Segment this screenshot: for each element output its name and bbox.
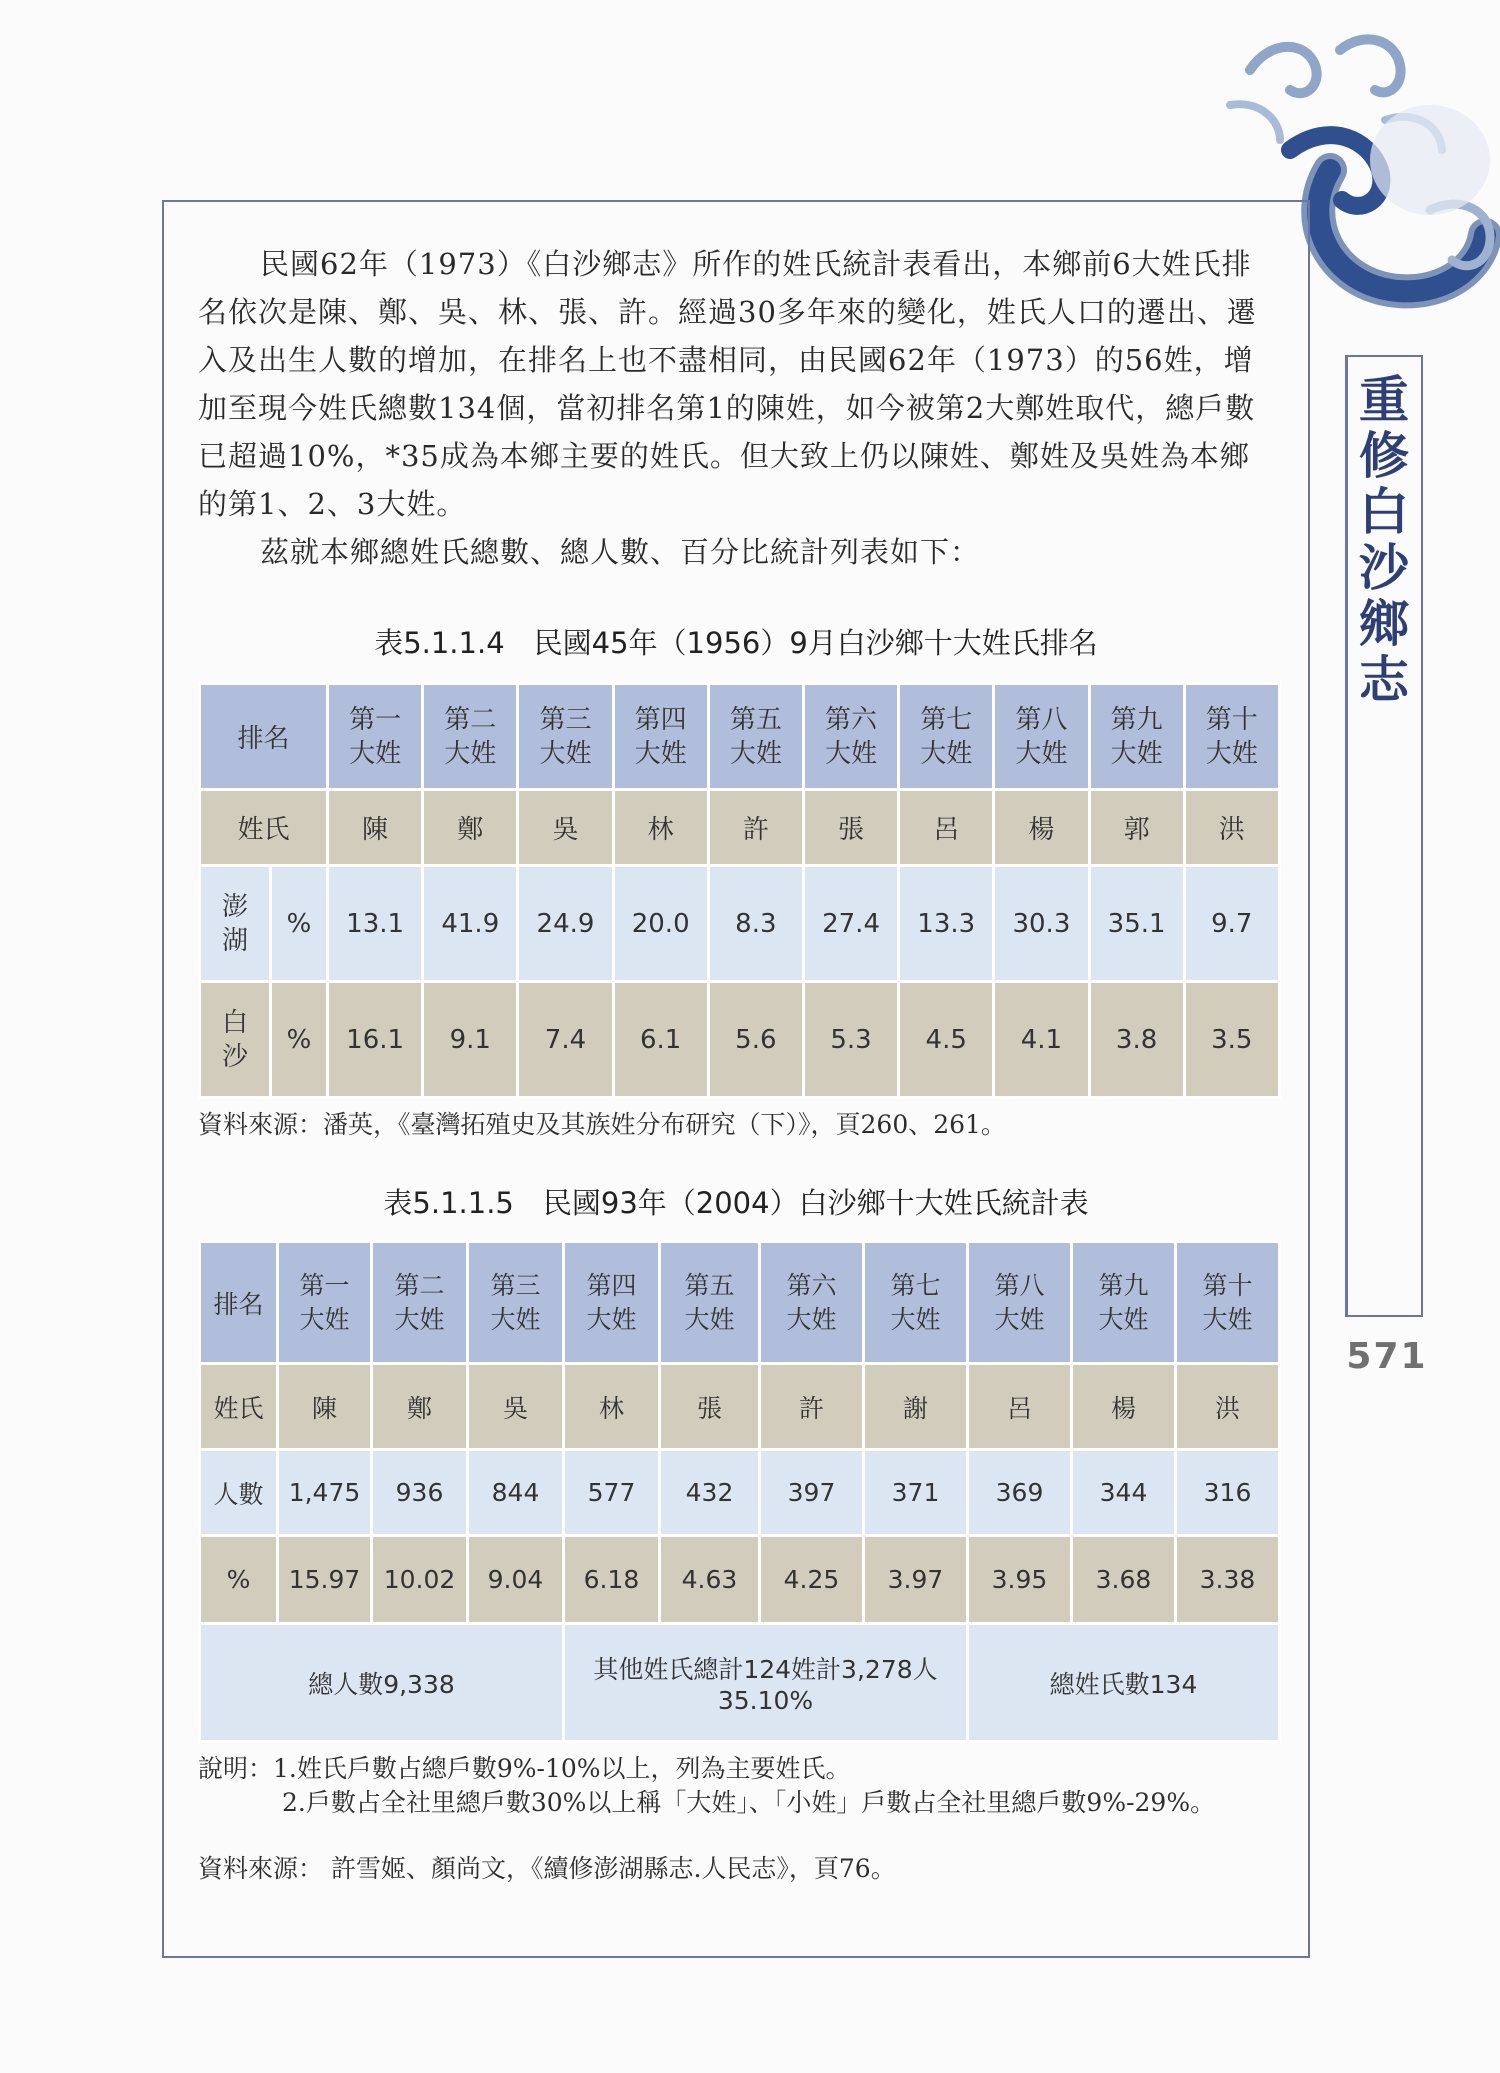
book-title-char: 重 [1359,371,1409,429]
percent-cell: 6.1 [613,982,708,1098]
total-surnames-cell: 總姓氏數134 [968,1624,1280,1742]
rank-header: 第二 大姓 [423,684,518,790]
book-title-char: 志 [1359,651,1409,709]
surname-label: 姓氏 [200,790,328,866]
surname-cell: 許 [708,790,803,866]
percent-cell: 4.5 [899,982,994,1098]
percent-cell: 3.38 [1176,1536,1280,1624]
table2-caption: 表5.1.1.5 民國93年（2004）白沙鄉十大姓氏統計表 [383,1186,1089,1220]
percent-cell: 3.8 [1089,982,1184,1098]
percent-cell: 20.0 [613,866,708,982]
percent-cell: 9.04 [468,1536,564,1624]
intro-paragraph-1: 民國62年（1973）《白沙鄉志》所作的姓氏統計表看出，本鄉前6大姓氏排名依次是陳、鄭、吳、林、張、許。經過30多年來的變化，姓氏人口的遷出、遷入及出生人數的增加，在排名上也不盡相同，由民國62年（1973）的56姓，增加至現今姓氏總數134個，當初排名第1的陳姓，如今被第2大鄭姓取代，總戶數已超過10%，*35成為本鄉主要的姓氏。但大致上仍以陳姓、鄭姓及吳姓為本鄉的第1、2、3大姓。 [198,247,1257,521]
surname-cell: 洪 [1184,790,1279,866]
percent-cell: 9.1 [423,982,518,1098]
rank-header: 第三 大姓 [518,684,613,790]
rank-header: 第二 大姓 [372,1242,468,1364]
percent-cell: 7.4 [518,982,613,1098]
count-cell: 369 [968,1450,1072,1536]
table-row [200,1242,1280,1364]
rank-header: 第八 大姓 [994,684,1089,790]
rank-label: 排名 [200,1242,278,1364]
rank-header: 第一 大姓 [278,1242,372,1364]
other-surnames-cell [564,1624,968,1742]
percent-cell: 16.1 [328,982,423,1098]
surname-cell: 張 [660,1364,760,1450]
other-surnames-total: 其他姓氏總計124姓計3,278人 [593,1655,938,1684]
percent-cell: 13.1 [328,866,423,982]
percent-cell: 3.68 [1072,1536,1176,1624]
percent-cell: 13.3 [899,866,994,982]
percent-cell: 24.9 [518,866,613,982]
surname-cell: 郭 [1089,790,1184,866]
table-row [200,866,1280,982]
count-cell: 844 [468,1450,564,1536]
percent-cell: 4.63 [660,1536,760,1624]
percent-cell: 4.25 [760,1536,864,1624]
percent-label: % [271,866,328,982]
percent-cell: 35.1 [1089,866,1184,982]
count-cell: 371 [864,1450,968,1536]
book-title-char: 鄉 [1359,595,1409,653]
count-cell: 397 [760,1450,864,1536]
surname-cell: 呂 [899,790,994,866]
rank-header: 第八 大姓 [968,1242,1072,1364]
rank-header: 第七 大姓 [864,1242,968,1364]
book-title-char: 白 [1359,483,1409,541]
percent-cell: 4.1 [994,982,1089,1098]
count-cell: 344 [1072,1450,1176,1536]
rank-header: 第七 大姓 [899,684,994,790]
table-2004-top-ten-surnames [198,1240,1281,1743]
rank-header: 第六 大姓 [803,684,898,790]
book-title-char: 沙 [1359,539,1409,597]
percent-cell: 5.3 [803,982,898,1098]
book-title-vertical [1352,372,1416,708]
note-1: 說明：1.姓氏戶數占總戶數9%-10%以上，列為主要姓氏。 [198,1754,851,1783]
total-people-cell: 總人數9,338 [200,1624,564,1742]
table1-source: 資料來源：潘英，《臺灣拓殖史及其族姓分布研究（下）》，頁260、261。 [198,1110,1006,1139]
surname-cell: 林 [564,1364,660,1450]
rank-header: 第三 大姓 [468,1242,564,1364]
rank-header: 第一 大姓 [328,684,423,790]
surname-cell: 吳 [468,1364,564,1450]
table-row [200,1624,1280,1742]
table-row [200,1364,1280,1450]
rank-header: 第五 大姓 [708,684,803,790]
table1-caption: 表5.1.1.4 民國45年（1956）9月白沙鄉十大姓氏排名 [374,626,1098,660]
rank-label: 排名 [200,684,328,790]
percent-cell: 3.97 [864,1536,968,1624]
intro-paragraph-2: 茲就本鄉總姓氏總數、總人數、百分比統計列表如下： [260,535,981,569]
count-cell: 577 [564,1450,660,1536]
surname-cell: 謝 [864,1364,968,1450]
surname-cell: 呂 [968,1364,1072,1450]
rank-header: 第四 大姓 [613,684,708,790]
percent-cell: 6.18 [564,1536,660,1624]
table-row [200,1450,1280,1536]
rank-header: 第九 大姓 [1089,684,1184,790]
rank-header: 第五 大姓 [660,1242,760,1364]
surname-cell: 陳 [278,1364,372,1450]
rank-header: 第六 大姓 [760,1242,864,1364]
percent-label: % [271,982,328,1098]
surname-cell: 吳 [518,790,613,866]
percent-cell: 9.7 [1184,866,1279,982]
surname-label: 姓氏 [200,1364,278,1450]
table-row [200,790,1280,866]
surname-cell: 洪 [1176,1364,1280,1450]
percent-cell: 5.6 [708,982,803,1098]
surname-cell: 陳 [328,790,423,866]
note-2: 2.戶數占全社里總戶數30%以上稱「大姓」、「小姓」戶數占全社里總戶數9%-29%。 [282,1788,1216,1817]
rank-header: 第四 大姓 [564,1242,660,1364]
rank-header: 第九 大姓 [1072,1242,1176,1364]
surname-cell: 林 [613,790,708,866]
surname-cell: 鄭 [423,790,518,866]
table-row [200,1536,1280,1624]
other-surnames-percent: 35.10% [717,1686,814,1715]
surname-cell: 楊 [1072,1364,1176,1450]
percent-cell: 3.5 [1184,982,1279,1098]
rank-header: 第十 大姓 [1184,684,1279,790]
percent-cell: 15.97 [278,1536,372,1624]
count-cell: 1,475 [278,1450,372,1536]
count-cell: 936 [372,1450,468,1536]
table-1956-top-ten-surnames [198,682,1281,1099]
table-row [200,684,1280,790]
table-row [200,982,1280,1098]
region-label-penghu: 澎湖 [200,866,271,982]
percent-cell: 41.9 [423,866,518,982]
percent-cell: 10.02 [372,1536,468,1624]
surname-cell: 張 [803,790,898,866]
percent-cell: 27.4 [803,866,898,982]
percent-cell: 8.3 [708,866,803,982]
percent-label: % [200,1536,278,1624]
rank-header: 第十 大姓 [1176,1242,1280,1364]
surname-cell: 許 [760,1364,864,1450]
region-label-baisha: 白沙 [200,982,271,1098]
surname-cell: 鄭 [372,1364,468,1450]
surname-cell: 楊 [994,790,1089,866]
count-cell: 316 [1176,1450,1280,1536]
page-number: 571 [1346,1336,1428,1377]
percent-cell: 3.95 [968,1536,1072,1624]
count-cell: 432 [660,1450,760,1536]
count-label: 人數 [200,1450,278,1536]
percent-cell: 30.3 [994,866,1089,982]
table2-source: 資料來源： 許雪姬、顏尚文，《續修澎湖縣志.人民志》，頁76。 [198,1854,896,1883]
book-title-char: 修 [1359,427,1409,485]
